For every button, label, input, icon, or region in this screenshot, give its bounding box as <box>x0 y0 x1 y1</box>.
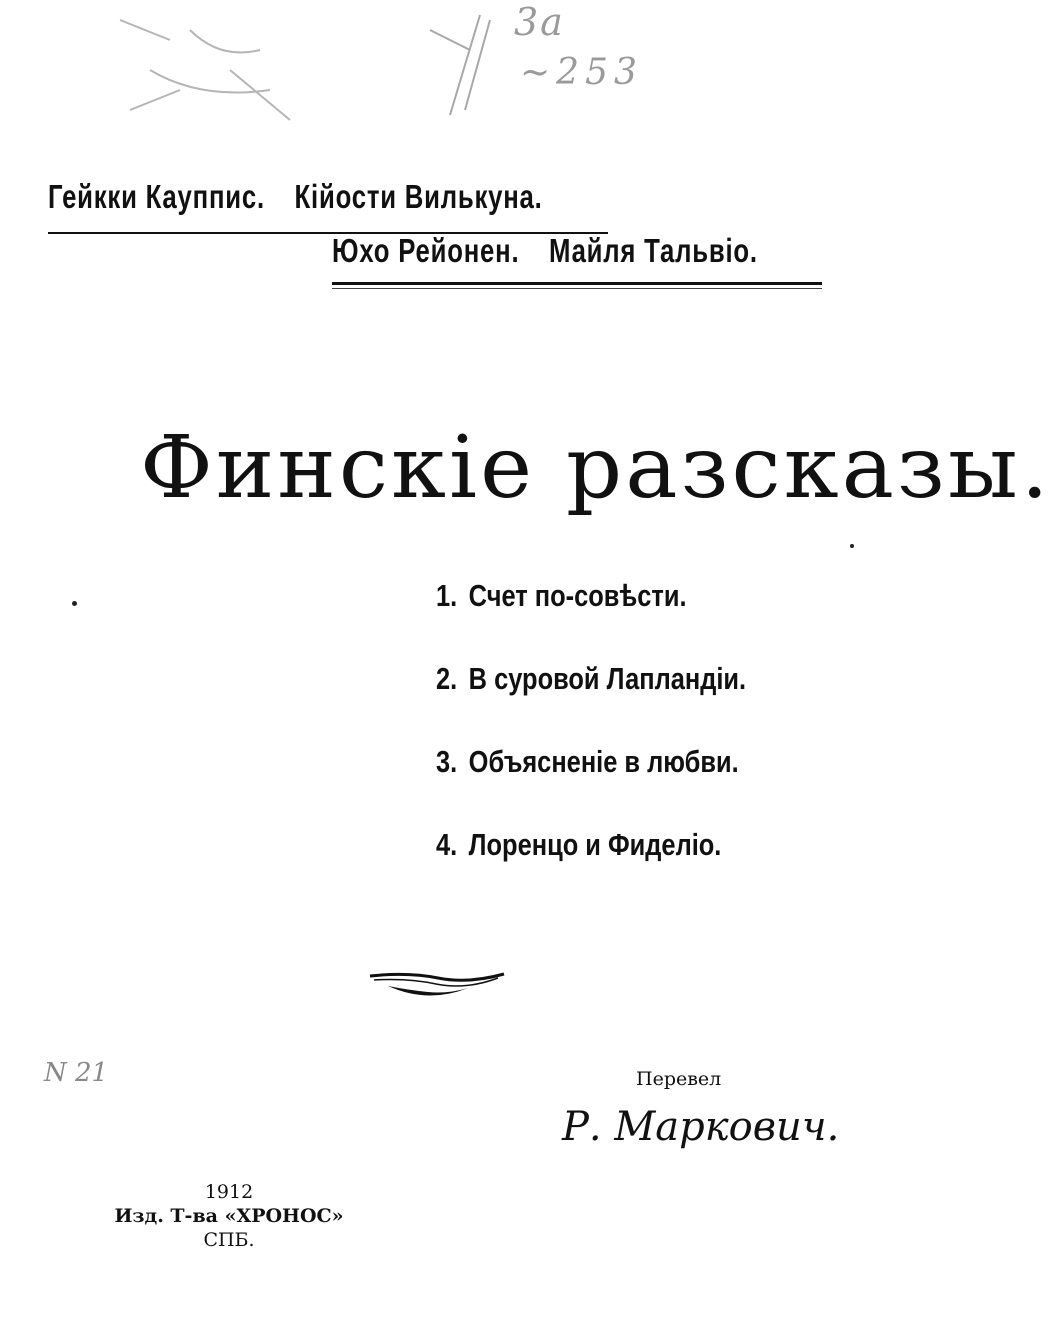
author-name: Гейкки Кауппис. <box>48 178 265 215</box>
translator-name: Р. Маркович. <box>562 1104 840 1150</box>
contents-item-number: 2. <box>436 661 458 696</box>
divider <box>332 282 822 285</box>
divider <box>332 288 822 289</box>
contents-item <box>436 578 746 661</box>
authors-line-2 <box>332 232 787 270</box>
contents-item-title: В суровой Лапландіи. <box>468 661 747 696</box>
translator-label: Перевел <box>636 1068 722 1090</box>
contents-item <box>436 661 746 744</box>
table-of-contents <box>436 578 814 910</box>
imprint-publisher: Изд. Т-ва «ХРОНОС» <box>114 1205 344 1227</box>
ornament-flourish-icon <box>368 964 508 1004</box>
author-name: Кійости Вилькуна. <box>294 178 543 215</box>
pencil-note: ~253 <box>520 52 643 93</box>
imprint <box>112 1180 346 1252</box>
contents-item-number: 4. <box>436 827 458 862</box>
author-name: Майля Тальвіо. <box>549 232 758 269</box>
ink-speck <box>850 544 854 548</box>
contents-item-number: 3. <box>436 744 458 779</box>
contents-item <box>436 744 746 827</box>
imprint-city: СПБ. <box>203 1229 255 1251</box>
author-name: Юхо Рейонен. <box>332 232 520 269</box>
pencil-scribble <box>110 10 310 130</box>
authors-line-1 <box>48 178 572 216</box>
contents-item-title: Объясненіе в любви. <box>468 744 739 779</box>
contents-item-number: 1. <box>436 578 458 613</box>
contents-item <box>436 827 746 910</box>
pencil-note: N 21 <box>44 1058 109 1088</box>
imprint-year: 1912 <box>204 1181 254 1203</box>
pencil-scribble <box>420 10 510 120</box>
contents-item-title: Лоренцо и Фиделіо. <box>468 827 722 862</box>
pencil-note: 3а <box>514 0 565 44</box>
ink-speck <box>72 601 77 606</box>
book-title: Финскіе разсказы. <box>140 418 1052 518</box>
contents-item-title: Счет по-совѣсти. <box>468 578 687 613</box>
